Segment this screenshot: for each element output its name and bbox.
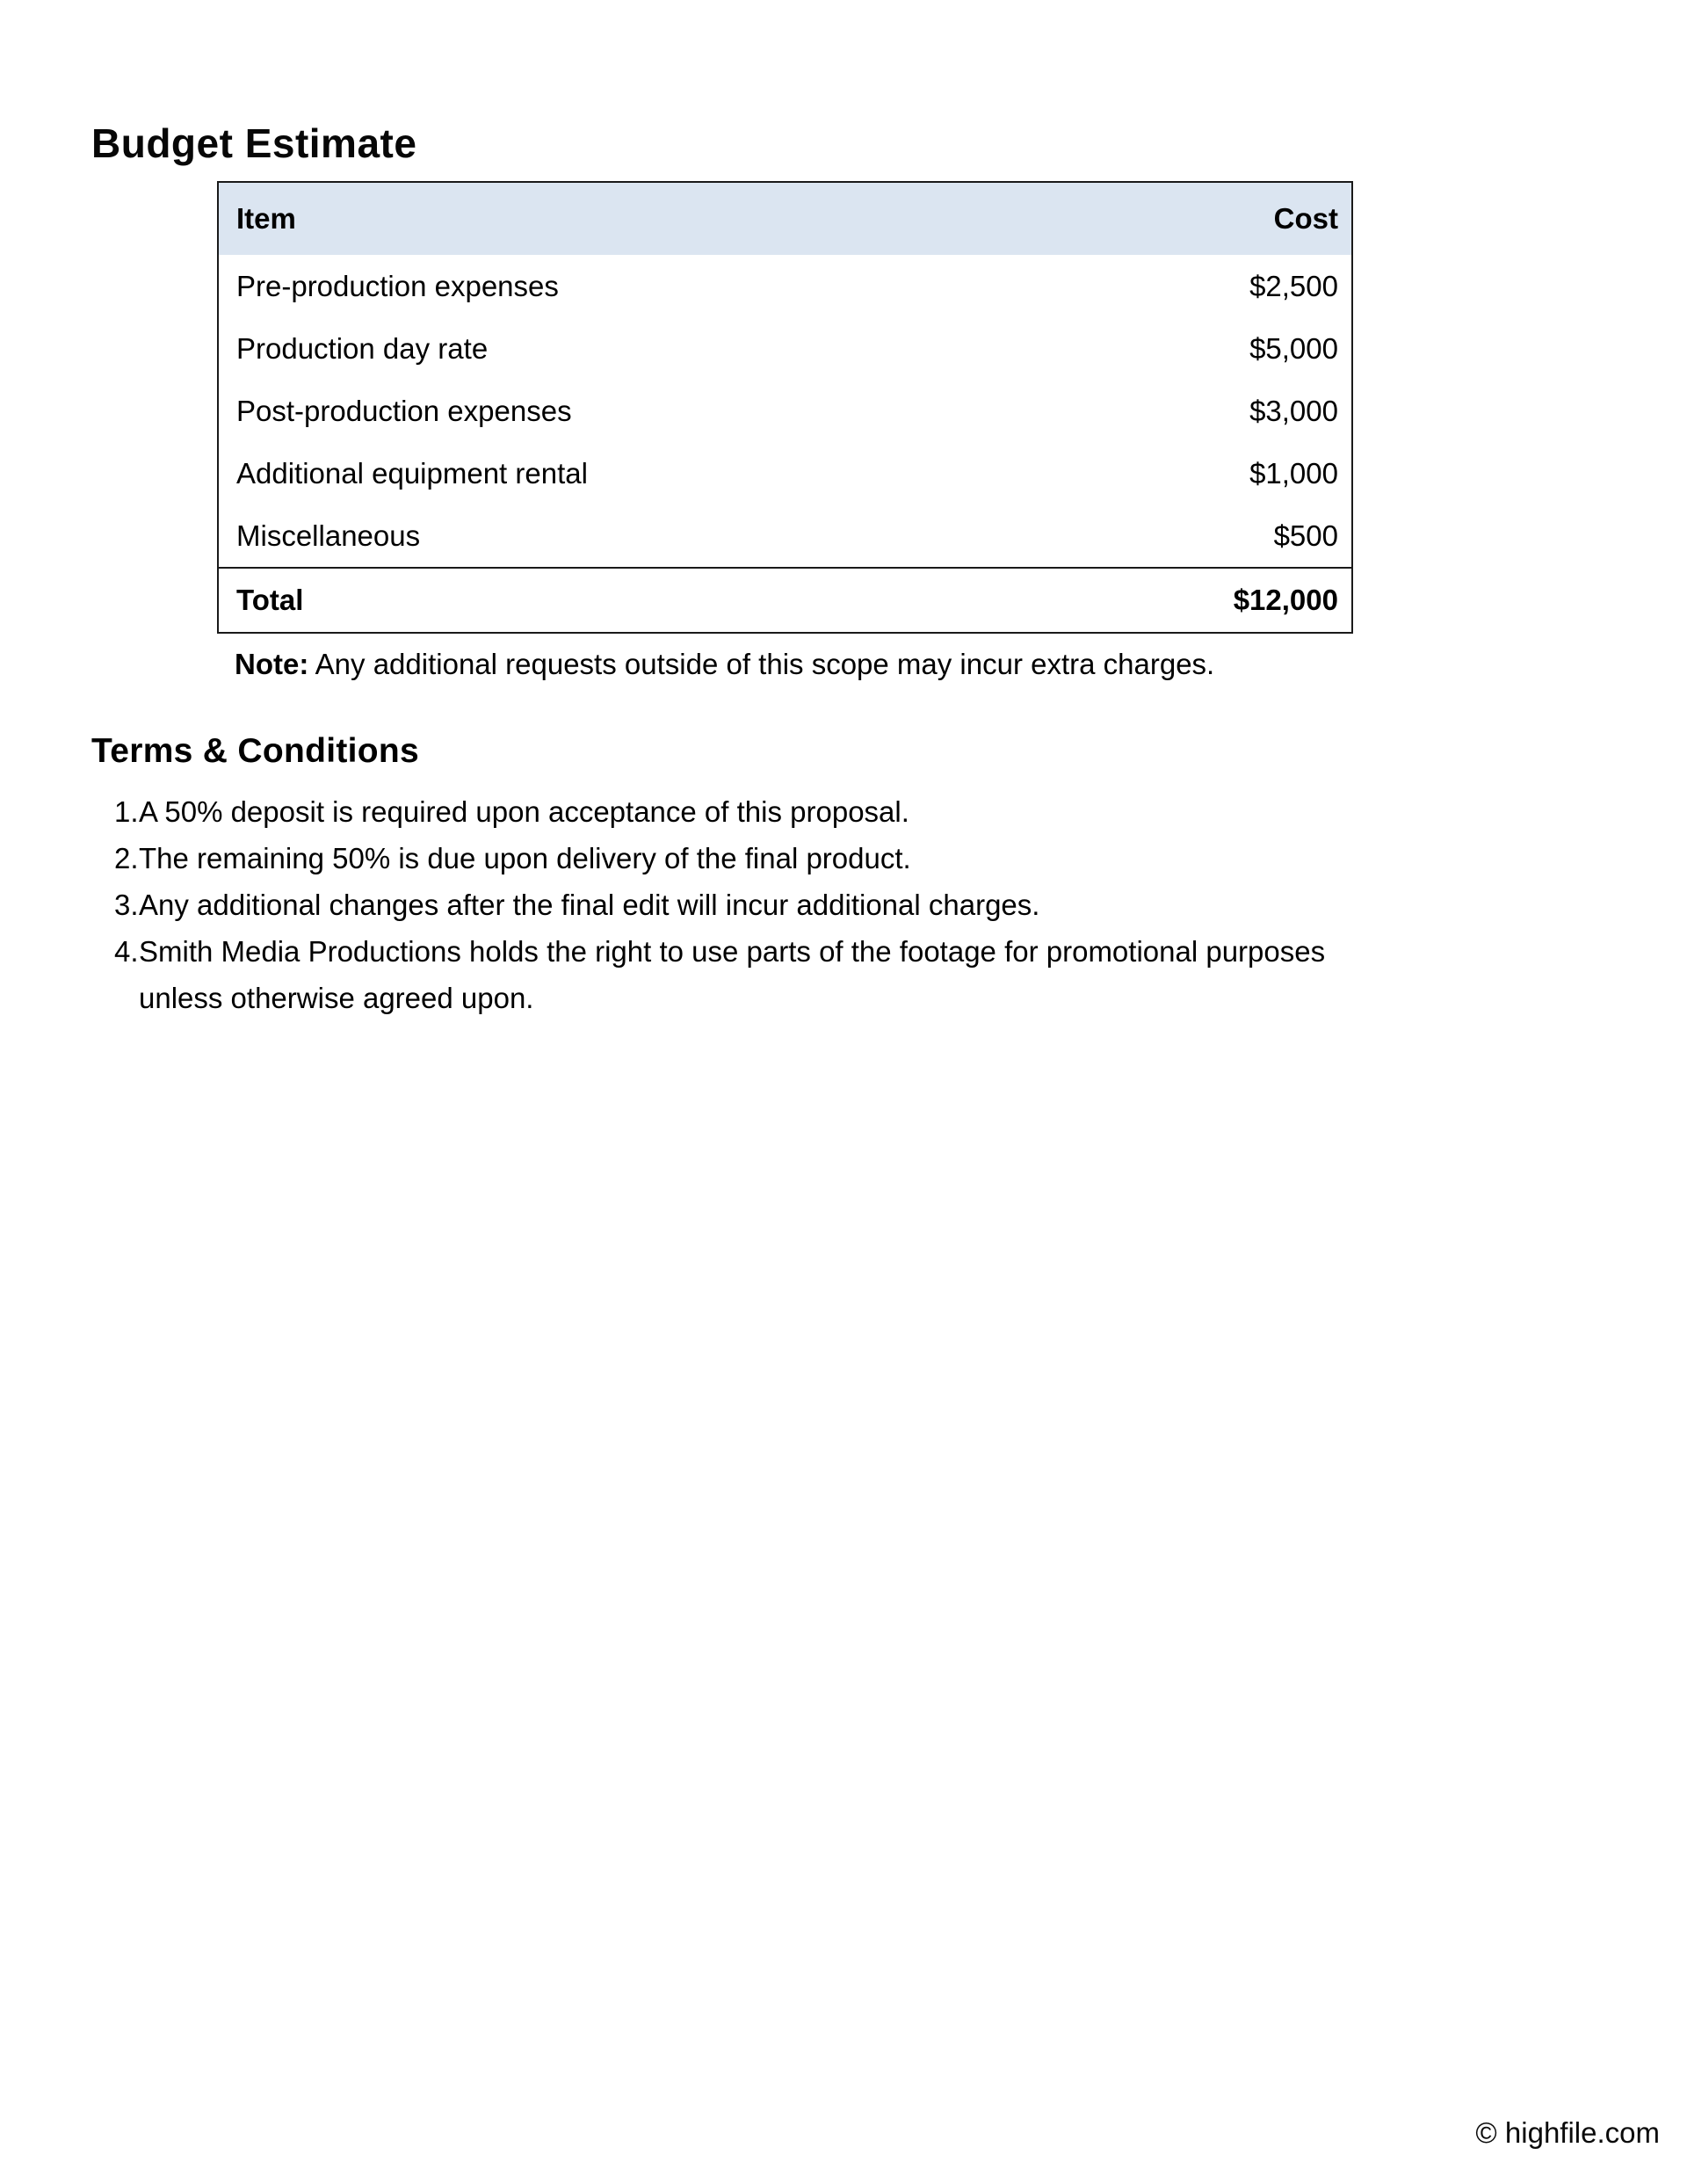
table-row <box>219 442 1351 504</box>
cost-cell: $2,500 <box>1249 269 1338 302</box>
item-cell: Additional equipment rental <box>236 456 588 490</box>
note-text: Any additional requests outside of this scope may incur extra charges. <box>308 648 1215 680</box>
column-header-item: Item <box>236 202 296 235</box>
table-row <box>219 255 1351 317</box>
list-item-number: 2. <box>114 842 139 874</box>
list-item-text: Smith Media Productions holds the right to use parts of the footage for promotional purposes unless otherwise agreed upon. <box>139 935 1326 1014</box>
list-item-number: 1. <box>114 795 139 828</box>
column-header-cost: Cost <box>1273 202 1338 235</box>
budget-table <box>217 181 1353 634</box>
list-item-text: Any additional changes after the final edit will incur additional charges. <box>139 889 1040 921</box>
list-item <box>114 882 1397 928</box>
terms-list <box>114 788 1397 1021</box>
table-note <box>235 648 1214 681</box>
cost-cell: $5,000 <box>1249 331 1338 365</box>
table-header-row <box>219 183 1351 255</box>
item-cell: Pre-production expenses <box>236 269 559 302</box>
cost-cell: $500 <box>1273 519 1338 552</box>
list-item <box>114 788 1397 835</box>
list-item-number: 3. <box>114 889 139 921</box>
footer-credit: © highfile.com <box>1475 2116 1660 2149</box>
terms-heading: Terms & Conditions <box>91 732 420 770</box>
table-total-row <box>219 567 1351 632</box>
note-label: Note: <box>235 648 309 680</box>
list-item <box>114 928 1397 1021</box>
item-cell: Production day rate <box>236 331 489 365</box>
table-row <box>219 504 1351 567</box>
list-item-text: A 50% deposit is required upon acceptance of this proposal. <box>139 795 909 828</box>
list-item-text: The remaining 50% is due upon delivery of the final product. <box>139 842 911 874</box>
item-cell: Post-production expenses <box>236 394 572 427</box>
list-item <box>114 835 1397 882</box>
item-cell: Miscellaneous <box>236 519 421 552</box>
cost-cell: $3,000 <box>1249 394 1338 427</box>
cost-cell: $1,000 <box>1249 456 1338 490</box>
table-row <box>219 380 1351 442</box>
total-label: Total <box>236 584 304 616</box>
page-title: Budget Estimate <box>91 120 417 166</box>
table-row <box>219 317 1351 380</box>
total-value: $12,000 <box>1233 584 1338 616</box>
list-item-number: 4. <box>114 935 139 968</box>
